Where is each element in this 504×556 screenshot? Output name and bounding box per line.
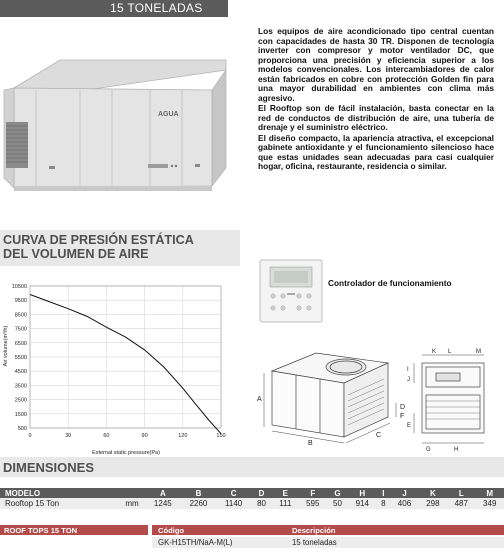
table-cell-c: 1140	[216, 498, 251, 509]
dim-label-l: L	[448, 349, 452, 355]
table-cell-a: 1245	[145, 498, 181, 509]
chart-y-axis-label: Air volume(m³/h)	[3, 325, 9, 367]
dim-label-b: B	[308, 440, 313, 447]
dimensions-table-header	[0, 488, 504, 498]
table-header-m: M	[475, 488, 504, 498]
chart-y-tick-label: 5500	[14, 355, 27, 361]
product-description	[258, 27, 494, 173]
table-header-modelo: MODELO	[0, 488, 119, 498]
table-header-a: A	[145, 488, 181, 498]
chart-x-tick-label: 150	[216, 433, 226, 439]
chart-x-tick-label: 60	[103, 433, 110, 439]
dim-label-f: F	[400, 413, 405, 420]
dim-label-j: J	[407, 377, 410, 383]
dim-label-h: H	[454, 447, 459, 453]
product-code-value: GK-H15TH/NaA-M(L)	[158, 538, 233, 547]
brand-logo-text: AGUA	[158, 111, 179, 118]
table-header-f: F	[299, 488, 327, 498]
dimensions-table	[0, 488, 504, 509]
table-cell-unit: mm	[119, 498, 145, 509]
chart-x-tick-label: 0	[28, 433, 32, 439]
table-row	[0, 498, 504, 509]
controller-image	[258, 258, 324, 324]
chart-grid	[30, 286, 221, 428]
chart-y-tick-label: 8500	[14, 312, 27, 319]
table-cell-e: 111	[272, 498, 298, 509]
table-cell-i: 8	[376, 498, 390, 509]
page-title: 15 TONELADAS	[110, 1, 203, 15]
dim-label-a: A	[257, 396, 262, 403]
dimensions-drawing	[254, 343, 502, 459]
controller-label: Controlador de funcionamiento	[328, 278, 452, 288]
dim-label-k: K	[432, 349, 437, 355]
chart-x-ticks	[28, 433, 225, 439]
chart-y-tick-label: 3500	[14, 383, 27, 390]
chart-y-tick-label: 500	[17, 426, 27, 432]
chart-y-tick-label: 6500	[14, 340, 27, 347]
table-header-e: E	[272, 488, 298, 498]
chart-x-tick-label: 30	[65, 433, 72, 439]
table-header-k: K	[419, 488, 447, 498]
table-header-d: D	[251, 488, 272, 498]
chart-x-tick-label: 120	[178, 433, 188, 439]
description-header-label: Descripción	[292, 526, 336, 535]
dim-label-e: E	[407, 423, 412, 429]
code-header-label: Código	[158, 526, 185, 535]
table-cell-l: 487	[447, 498, 475, 509]
table-cell-d: 80	[251, 498, 272, 509]
table-cell-j: 406	[390, 498, 418, 509]
table-cell-k: 298	[419, 498, 447, 509]
chart-y-tick-label: 2500	[14, 397, 27, 404]
table-cell-f: 595	[299, 498, 327, 509]
table-header-h: H	[348, 488, 376, 498]
chart-y-tick-label: 4500	[14, 369, 27, 376]
pressure-volume-chart	[0, 278, 236, 462]
dim-label-i: I	[407, 367, 409, 373]
dimensions-heading: DIMENSIONES	[3, 460, 95, 475]
table-cell-g: 50	[327, 498, 348, 509]
product-description-value: 15 toneladas	[292, 538, 337, 547]
curve-section-heading	[3, 233, 239, 261]
chart-x-axis-label: External static pressure(Pa)	[92, 450, 160, 456]
table-header-unit	[119, 488, 145, 498]
dim-label-g: G	[426, 447, 431, 453]
table-header-i: I	[376, 488, 390, 498]
chart-y-ticks	[12, 284, 27, 432]
dim-label-c: C	[376, 432, 382, 439]
description-paragraph-2: El Rooftop son de fácil instalación, basta conectar en la red de conductos de distribución de aire, una tubería de drenaje y el suministro eléctrico.	[258, 103, 494, 132]
dim-label-d: D	[400, 404, 406, 411]
dim-label-m: M	[476, 349, 481, 355]
table-cell-b: 2260	[181, 498, 217, 509]
table-header-j: J	[390, 488, 418, 498]
rooftop-unit-image	[0, 18, 228, 218]
description-paragraph-1: Los equipos de aire acondicionado tipo central cuentan con capacidades de hasta 30 TR. Disponen de tecnología inverter con compresor y motor ventilador DC, que proporciona una precisión y eficiencia superior a los modelos convencionales. Los intercambiadores de calor están fabricados en cobre con protección Golden fin para una mayor durabilidad en ambientes con clima más agresivo.	[258, 26, 494, 103]
rooftop-header-label: ROOF TOPS 15 TON	[4, 526, 78, 535]
curve-heading-line-1: CURVA DE PRESIÓN ESTÁTICA	[3, 233, 194, 247]
chart-y-tick-label: 7500	[14, 326, 27, 333]
table-cell-model: Rooftop 15 Ton	[0, 498, 119, 509]
table-header-l: L	[447, 488, 475, 498]
chart-y-tick-label: 10500	[11, 284, 27, 290]
description-paragraph-3: El diseño compacto, la apariencia atractiva, el excepcional gabinete antioxidante y el funcionamiento silencioso hace que estas unidades sean adecuadas para casi cualquier hogar, oficina, restaurante, residencia o similar.	[258, 132, 494, 171]
curve-heading-line-2: DEL VOLUMEN DE AIRE	[3, 247, 149, 261]
chart-x-tick-label: 90	[141, 433, 148, 439]
table-header-c: C	[216, 488, 251, 498]
table-header-g: G	[327, 488, 348, 498]
table-header-b: B	[181, 488, 217, 498]
table-cell-m: 349	[475, 498, 504, 509]
chart-y-tick-label: 1500	[14, 411, 27, 418]
chart-y-tick-label: 9500	[14, 298, 27, 305]
table-cell-h: 914	[348, 498, 376, 509]
